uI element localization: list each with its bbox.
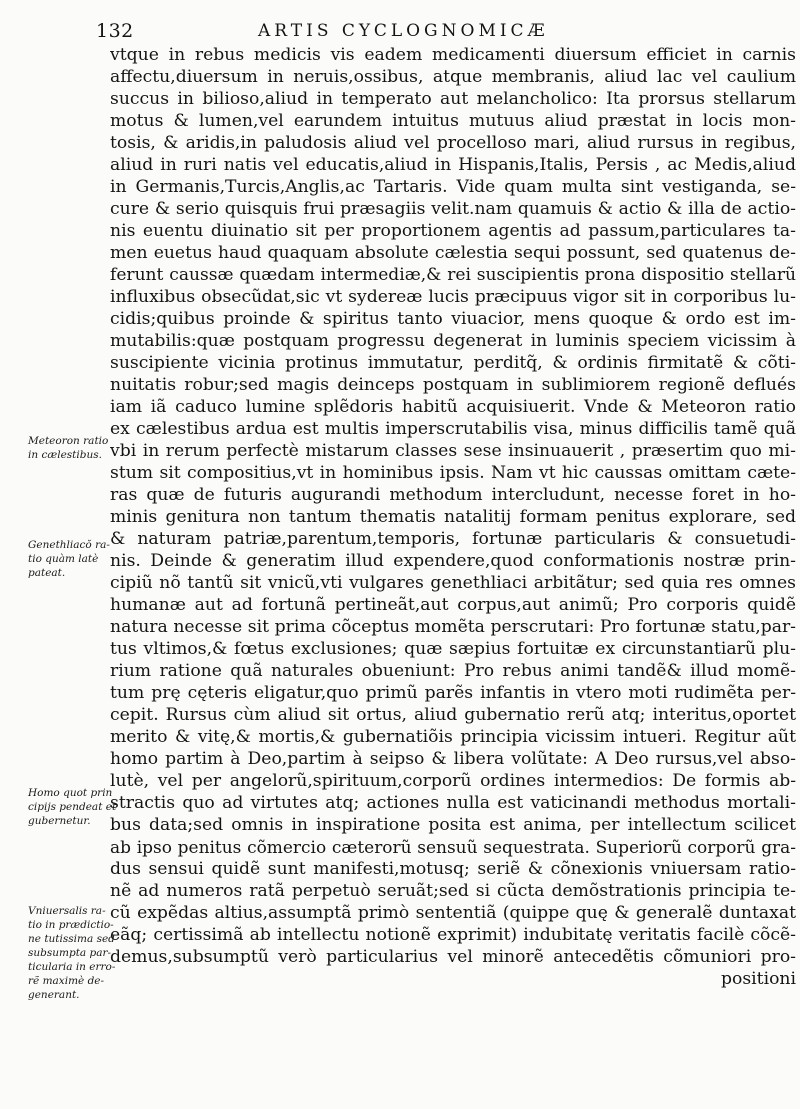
text-line: motus & lumen,vel earundem intuitus mutuus aliud præstat in locis mon- — [110, 111, 796, 131]
text-line: bus data;sed omnis in inspiratione posita est anima, per intellectum scilicet — [110, 815, 796, 835]
margin-note-line: tio quàm latè — [28, 553, 99, 565]
margin-note-line: Meteoron ratio — [28, 435, 109, 447]
text-line: cepit. Rursus cùm aliud sit ortus, aliud gubernatio rerũ atq; interitus,oportet — [110, 705, 796, 725]
text-line: minis genitura non tantum thematis natalitij formam penitus explorare, sed — [110, 507, 796, 527]
text-line: in Germanis,Turcis,Anglis,ac Tartaris. Vide quam multa sint vestiganda, se- — [110, 177, 796, 197]
margin-note-line: generant. — [28, 989, 80, 1001]
text-line: suscipiente vicinia protinus immutatur, perditq̃, & ordinis firmitatẽ & cõti- — [110, 353, 796, 373]
margin-note-line: ne tutissima sed — [28, 933, 115, 945]
text-line: tosis, & aridis,in paludosis aliud vel procelloso mari, aliud rursus in regibus, — [110, 133, 796, 153]
text-line: eãq; certissimã ab intellectu notionẽ exprimit) indubitatę veritatis facilè cõcẽ- — [110, 925, 796, 945]
margin-note-line: in cælestibus. — [28, 449, 102, 461]
text-line: tum prę cęteris eligatur,quo primũ parẽs infantis in vtero moti rudimẽta per- — [110, 683, 796, 703]
page-number: 132 — [96, 20, 134, 42]
text-line: cure & serio quisquis frui præsagiis velit.nam quamuis & actio & illa de actio- — [110, 199, 796, 219]
text-line: cũ expẽdas altius,assumptã primò sententiã (quippe quę & generalẽ duntaxat — [110, 903, 796, 923]
margin-note-line: Vniuersalis ra- — [28, 905, 106, 917]
margin-note-line: subsumpta par- — [28, 947, 112, 959]
text-line: mutabilis:quæ postquam progressu degenerat in luminis speciem vicissim à — [110, 331, 796, 351]
margin-note-meteoron — [28, 434, 112, 462]
text-line: lutè, vel per angelorũ,spirituum,corporũ ordines intermedios: De formis ab- — [110, 771, 796, 791]
body-text — [110, 44, 796, 990]
text-line: cidis;quibus proinde & spiritus tanto viuacior, mens quoque & ordo est im- — [110, 309, 796, 329]
text-line: men euetus haud quaquam absolute cælestia sequi possunt, sed quatenus de- — [110, 243, 796, 263]
text-line: demus,subsumptũ verò particularius vel minorẽ antecedẽtis cõmuniori pro- — [110, 947, 796, 967]
text-line: rium ratione quã naturales obueniunt: Pro rebus animi tandẽ& illud momẽ- — [110, 661, 796, 681]
text-line: ferunt caussæ quædam intermediæ,& rei suscipientis prona dispositio stellarũ — [110, 265, 796, 285]
text-line: stum sit compositius,vt in hominibus ipsis. Nam vt hic caussas omittam cæte- — [110, 463, 796, 483]
text-line: influxibus obsecũdat,sic vt sydereæ lucis præcipuus vigor sit in corporibus lu- — [110, 287, 796, 307]
text-line: homo partim à Deo,partim à seipso & libera volũtate: A Deo rursus,vel abso- — [110, 749, 796, 769]
margin-note-line: rẽ maximè de- — [28, 975, 105, 987]
text-line: tus vltimos,& fœtus exclusiones; quæ sæpius fortuitæ ex circunstantiarũ plu- — [110, 639, 796, 659]
text-line: nẽ ad numeros ratã perpetuò seruãt;sed si cũcta demõstrationis principia te- — [110, 881, 796, 901]
text-line: aliud in ruri natis vel educatis,aliud in Hispanis,Italis, Persis , ac Medis,aliud — [110, 155, 796, 175]
text-line: nis. Deinde & generatim illud expendere,quod conformationis nostræ prin- — [110, 551, 796, 571]
margin-note-line: ticularia in erro- — [28, 961, 116, 973]
text-line: ras quæ de futuris augurandi methodum intercludunt, necesse foret in ho- — [110, 485, 796, 505]
margin-note-genethliaco — [28, 538, 112, 580]
margin-note-line: tio in prædictio- — [28, 919, 114, 931]
text-line: vtque in rebus medicis vis eadem medicamenti diuersum efficiet in carnis — [110, 45, 796, 65]
text-line: merito & vitę,& mortis,& gubernatiõis principia vicissim intueri. Regitur aũt — [110, 727, 796, 747]
margin-note-line: cipijs pendeat et — [28, 801, 117, 813]
margin-note-line: Genethliacŏ ra- — [28, 539, 110, 551]
text-line: humanæ aut ad fortunã pertineãt,aut corpus,aut animũ; Pro corporis quidẽ — [110, 595, 796, 615]
text-line: natura necesse sit prima cõceptus momẽta perscrutari: Pro fortunæ statu,par- — [110, 617, 796, 637]
text-line last-line: positioni — [721, 969, 796, 989]
text-line: nuitatis robur;sed magis deinceps postquam in sublimiorem regionẽ deflués — [110, 375, 796, 395]
margin-note-vniuersalis — [28, 904, 116, 1002]
text-line: & naturam patriæ,parentum,temporis, fortunæ particularis & consuetudi- — [110, 529, 796, 549]
margin-note-homo — [28, 786, 117, 828]
text-line: ab ipso penitus cõmercio cæterorũ sensuũ sequestrata. Superiorũ corporũ gra- — [110, 837, 796, 857]
running-head: ARTIS CYCLOGNOMICÆ — [258, 21, 549, 41]
text-line: nis euentu diuinatio sit per proportionem agentis ad passum,particulares ta- — [110, 221, 796, 241]
text-line: iam iã caduco lumine splẽdoris habitũ acquisiuerit. Vnde & Meteoron ratio — [110, 397, 796, 417]
text-line: affectu,diuersum in neruis,ossibus, atque membranis, aliud lac vel caulium — [110, 67, 796, 87]
text-line: succus in bilioso,aliud in temperato aut melancholico: Ita prorsus stellarum — [110, 89, 796, 109]
margin-note-line: pateat. — [28, 567, 66, 579]
text-line: vbi in rerum perfectè mistarum classes sese insinuauerit , præsertim quo mi- — [110, 441, 796, 461]
margin-note-line: Homo quot prin — [28, 787, 113, 799]
text-line: ex cælestibus ardua est multis imperscrutabilis visa, minus difficilis tamẽ quã — [110, 419, 796, 439]
text-line: dus sensui quidẽ sunt manifesti,motusq; seriẽ & cõnexionis vniuersam ratio- — [110, 859, 796, 879]
margin-note-line: gubernetur. — [28, 815, 91, 827]
text-line: stractis quo ad virtutes atq; actiones nulla est vaticinandi methodus mortali- — [110, 793, 796, 813]
text-line: cipiũ nõ tantũ sit vnicũ,vti vulgares genethliaci arbitãtur; sed quia res omnes — [110, 573, 796, 593]
